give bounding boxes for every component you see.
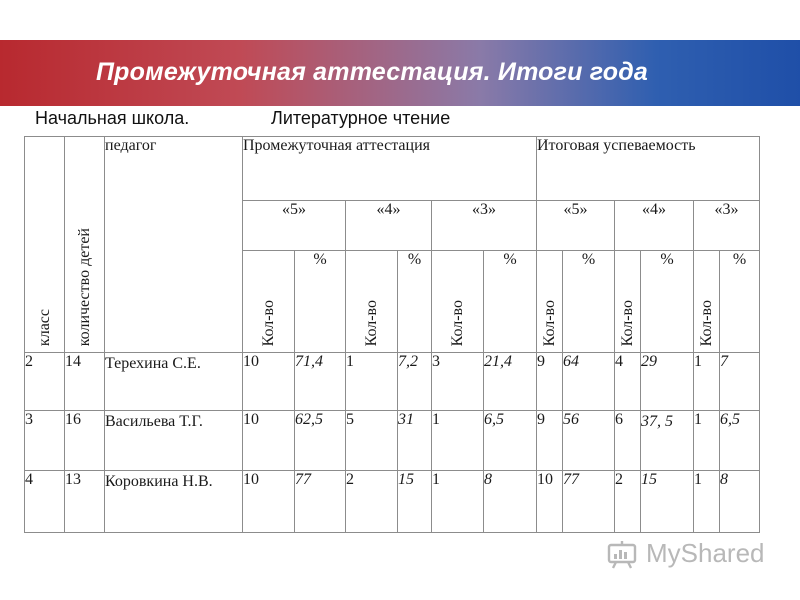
results-table bbox=[24, 136, 760, 533]
percent-header: % bbox=[295, 251, 346, 353]
percent-cell: 64 bbox=[563, 353, 615, 411]
count-cell: 2 bbox=[615, 471, 641, 533]
percent-cell: 8 bbox=[484, 471, 537, 533]
subtitle-school: Начальная школа. bbox=[35, 108, 190, 128]
percent-cell: 37, 5 bbox=[641, 411, 694, 471]
watermark-text: MyShared bbox=[646, 538, 765, 568]
watermark bbox=[606, 538, 765, 569]
count-cell: 9 bbox=[537, 353, 563, 411]
count-cell: 1 bbox=[432, 411, 484, 471]
header-final-performance: Итоговая успеваемость bbox=[537, 137, 760, 201]
count-cell: 5 bbox=[346, 411, 398, 471]
count-cell: 2 bbox=[346, 471, 398, 533]
table-row bbox=[25, 471, 760, 533]
percent-cell: 77 bbox=[295, 471, 346, 533]
count-cell: 6 bbox=[615, 411, 641, 471]
table-row bbox=[25, 411, 760, 471]
percent-cell: 15 bbox=[398, 471, 432, 533]
percent-cell: 7,2 bbox=[398, 353, 432, 411]
percent-header: % bbox=[484, 251, 537, 353]
subtitle-subject: Литературное чтение bbox=[271, 108, 451, 128]
children-cell: 14 bbox=[65, 353, 105, 411]
teacher-cell: Терехина С.Е. bbox=[105, 353, 243, 411]
count-header: Кол-во bbox=[432, 251, 484, 353]
grade-header: «5» bbox=[243, 201, 346, 251]
count-cell: 4 bbox=[615, 353, 641, 411]
table-row bbox=[25, 353, 760, 411]
count-cell: 10 bbox=[537, 471, 563, 533]
count-cell: 1 bbox=[694, 471, 720, 533]
percent-cell: 56 bbox=[563, 411, 615, 471]
percent-header: % bbox=[641, 251, 694, 353]
children-cell: 16 bbox=[65, 411, 105, 471]
count-header: Кол-во bbox=[615, 251, 641, 353]
percent-cell: 7 bbox=[720, 353, 760, 411]
count-cell: 1 bbox=[346, 353, 398, 411]
percent-header: % bbox=[563, 251, 615, 353]
count-cell: 10 bbox=[243, 353, 295, 411]
teacher-cell: Коровкина Н.В. bbox=[105, 471, 243, 533]
children-cell: 13 bbox=[65, 471, 105, 533]
count-header: Кол-во bbox=[346, 251, 398, 353]
header-class: класс bbox=[25, 137, 65, 353]
grade-header: «4» bbox=[346, 201, 432, 251]
count-header: Кол-во bbox=[537, 251, 563, 353]
percent-cell: 21,4 bbox=[484, 353, 537, 411]
count-cell: 1 bbox=[432, 471, 484, 533]
count-cell: 1 bbox=[694, 411, 720, 471]
percent-cell: 71,4 bbox=[295, 353, 346, 411]
header-teacher: педагог bbox=[105, 137, 243, 353]
count-cell: 3 bbox=[432, 353, 484, 411]
grade-header: «5» bbox=[537, 201, 615, 251]
grade-header: «3» bbox=[694, 201, 760, 251]
count-header: Кол-во bbox=[243, 251, 295, 353]
percent-cell: 31 bbox=[398, 411, 432, 471]
class-cell: 4 bbox=[25, 471, 65, 533]
percent-cell: 15 bbox=[641, 471, 694, 533]
count-cell: 9 bbox=[537, 411, 563, 471]
percent-header: % bbox=[398, 251, 432, 353]
header-intermediate-attestation: Промежуточная аттестация bbox=[243, 137, 537, 201]
myshared-logo-icon bbox=[606, 539, 640, 569]
grade-header: «3» bbox=[432, 201, 537, 251]
percent-cell: 29 bbox=[641, 353, 694, 411]
grade-header: «4» bbox=[615, 201, 694, 251]
percent-cell: 77 bbox=[563, 471, 615, 533]
class-cell: 2 bbox=[25, 353, 65, 411]
percent-cell: 8 bbox=[720, 471, 760, 533]
percent-header: % bbox=[720, 251, 760, 353]
percent-cell: 6,5 bbox=[484, 411, 537, 471]
teacher-cell: Васильева Т.Г. bbox=[105, 411, 243, 471]
header-children-count: количество детей bbox=[65, 137, 105, 353]
percent-cell: 62,5 bbox=[295, 411, 346, 471]
class-cell: 3 bbox=[25, 411, 65, 471]
count-cell: 1 bbox=[694, 353, 720, 411]
count-cell: 10 bbox=[243, 471, 295, 533]
page-title: Промежуточная аттестация. Итоги года bbox=[96, 58, 648, 86]
count-header: Кол-во bbox=[694, 251, 720, 353]
count-cell: 10 bbox=[243, 411, 295, 471]
percent-cell: 6,5 bbox=[720, 411, 760, 471]
